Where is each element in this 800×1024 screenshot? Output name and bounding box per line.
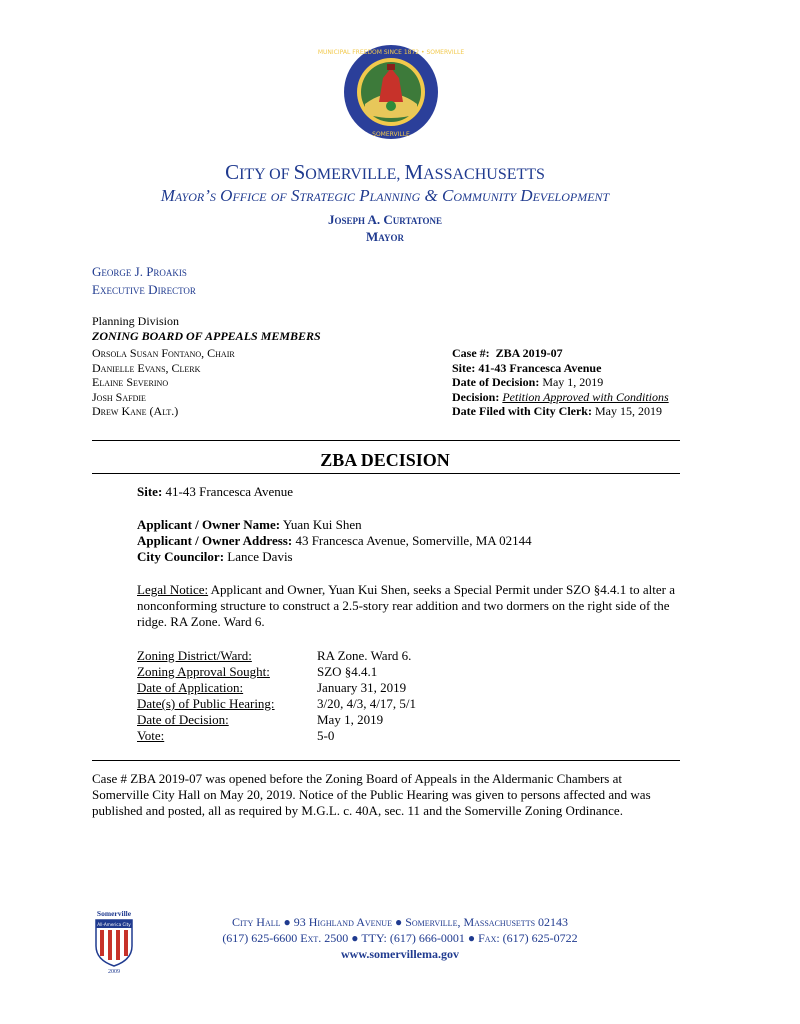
zoning-label: Zoning District/Ward: (137, 648, 252, 663)
logo-banner-text: All-America City (97, 922, 131, 927)
seal-ring-text: MUNICIPAL FREEDOM SINCE 1872 • SOMERVILLE (317, 49, 465, 56)
zoning-labels (137, 648, 275, 744)
case-site-row: Site: 41-43 Francesca Avenue (452, 360, 602, 375)
zoning-values (317, 648, 416, 744)
executive-title: Executive Director (92, 282, 196, 297)
case-number-row: Case #: ZBA 2019-07 (452, 346, 563, 360)
legal-notice: Legal Notice: Applicant and Owner, Yuan Kui Shen, seeks a Special Permit under SZO §4.4.1 to alter a nonconforming structure to construct a 2.5-story rear addition and two dormers on the right side of the ridge. RA Zone. Ward 6. (137, 582, 676, 629)
zoning-value: May 1, 2019 (317, 712, 384, 727)
zoning-label: Zoning Approval Sought: (137, 664, 270, 679)
owner-name-row: Applicant / Owner Name: Yuan Kui Shen (137, 517, 362, 532)
footer-phones: (617) 625-6600 Ext. 2500 ● TTY: (617) 666-0001 ● Fax: (617) 625-0722 (222, 931, 578, 945)
decision-site: Site: 41-43 Francesca Avenue (137, 484, 294, 499)
planning-division: Planning Division (92, 314, 180, 328)
case-info-block (452, 346, 669, 419)
board-member: Josh Safdie (92, 389, 146, 404)
zoning-value: January 31, 2019 (317, 680, 407, 695)
case-opened-paragraph: Case # ZBA 2019-07 was opened before the Zoning Board of Appeals in the Aldermanic Chambers at Somerville City Hall on May 20, 2019. Notice of the Public Hearing was given to persons affected and was published and posted, all as required by M.G.L. c. 40A, sec. 11 and the Somerville Zoning Ordinance. (92, 771, 651, 818)
zoning-label: Date of Decision: (137, 712, 229, 727)
divider (92, 440, 680, 441)
zoning-value: SZO §4.4.1 (317, 664, 378, 679)
divider (92, 473, 680, 474)
board-members-list (92, 346, 235, 419)
footer-website-link[interactable]: www.somervillema.gov (341, 947, 459, 961)
board-member: Elaine Severino (92, 375, 169, 389)
executive-director-block (92, 263, 196, 299)
owner-address-row: Applicant / Owner Address: 43 Francesca Avenue, Somerville, MA 02144 (137, 533, 532, 548)
zoning-value: 3/20, 4/3, 4/17, 5/1 (317, 696, 416, 711)
zoning-value: 5-0 (317, 728, 335, 743)
case-decision-date-row: Date of Decision: May 1, 2019 (452, 375, 604, 389)
zoning-value: RA Zone. Ward 6. (317, 648, 412, 663)
board-member: Drew Kane (Alt.) (92, 404, 179, 418)
divider (92, 760, 680, 761)
executive-name: George J. Proakis (92, 264, 187, 279)
footer-contact (0, 914, 800, 962)
city-title: CITY OF SOMERVILLE, MASSACHUSETTS (225, 160, 545, 184)
mayor-name: Joseph A. Curtatone (327, 212, 442, 227)
mayor-title: Mayor (366, 229, 404, 244)
logo-top-text: Somerville (96, 909, 132, 918)
councilor-row: City Councilor: Lance Davis (137, 549, 293, 564)
board-member: Danielle Evans, Clerk (92, 360, 201, 375)
office-title: Mayor’s Office of Strategic Planning & Community Development (160, 186, 610, 205)
decision-title: ZBA DECISION (320, 450, 450, 470)
applicant-block (137, 517, 532, 565)
seal-center-text: SOMERVILLE (372, 131, 410, 138)
case-filed-row: Date Filed with City Clerk: May 15, 2019 (452, 404, 662, 418)
board-member: Orsola Susan Fontano, Chair (92, 346, 235, 360)
footer-address: City Hall ● 93 Highland Avenue ● Somerville, Massachusetts 02143 (231, 915, 569, 929)
case-decision-row: Decision: Petition Approved with Conditions (452, 389, 669, 404)
zoning-label: Date(s) of Public Hearing: (137, 696, 275, 711)
board-heading: ZONING BOARD OF APPEALS MEMBERS (92, 329, 321, 343)
zoning-label: Vote: (137, 728, 165, 743)
logo-year: 2009 (108, 969, 120, 975)
zoning-label: Date of Application: (137, 680, 244, 695)
city-seal-logo (317, 44, 465, 140)
